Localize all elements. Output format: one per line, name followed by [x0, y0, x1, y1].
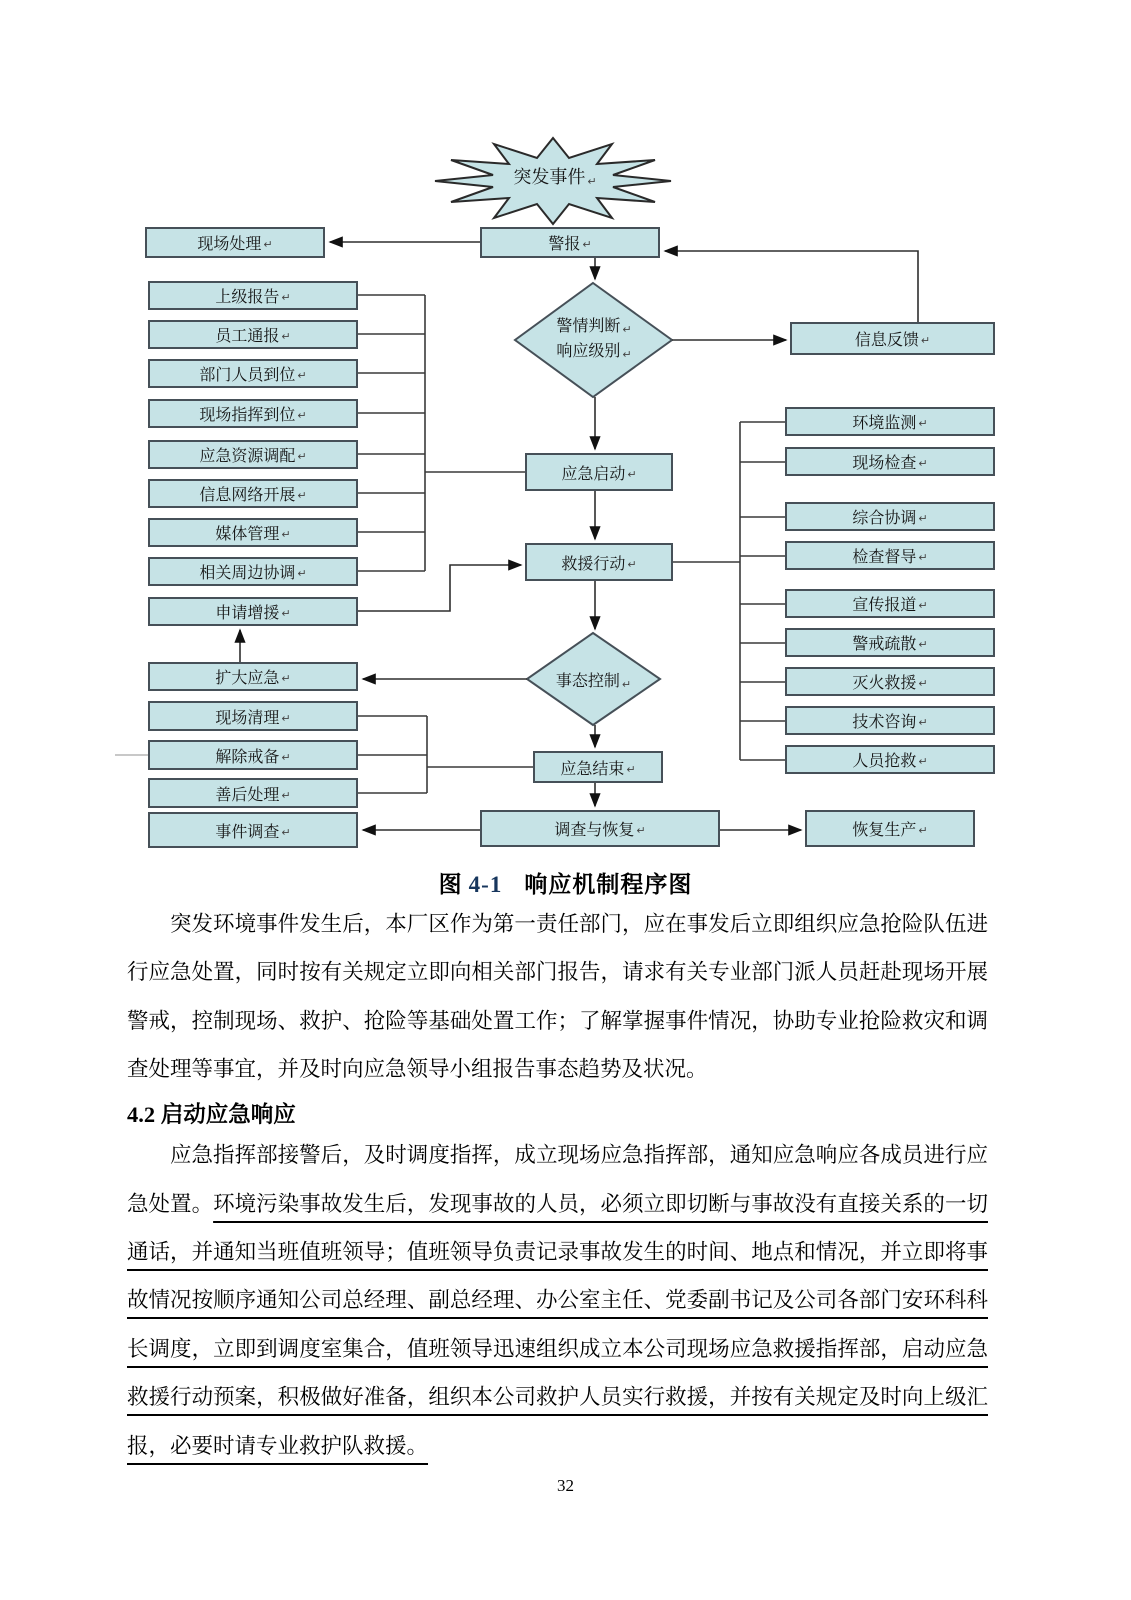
- return-mark: ↵: [918, 552, 928, 564]
- node-info-network: [148, 479, 358, 508]
- node-expand-emergency: [148, 662, 358, 691]
- node-fire-rescue: [785, 667, 995, 696]
- node-resource-alloc: [148, 440, 358, 469]
- return-mark: ↵: [281, 712, 291, 725]
- return-mark: ↵: [297, 451, 307, 463]
- node-label: 宣传报道: [852, 597, 917, 614]
- node-site-inspection: [785, 447, 995, 476]
- diamond-situation-control: [527, 633, 660, 725]
- return-mark: ↵: [918, 513, 928, 525]
- node-alarm: [480, 227, 660, 258]
- node-request-reinforce: [148, 597, 358, 626]
- node-emergency-start: [525, 453, 673, 491]
- section-heading-4-2: 4.2 启动应急响应: [127, 1101, 296, 1127]
- node-label: 应急资源调配: [199, 448, 296, 465]
- node-label: 人员抢救: [852, 753, 917, 770]
- node-label: 现场指挥到位: [199, 407, 296, 424]
- node-comprehensive-coord: [785, 502, 995, 531]
- figure-caption-title: 响应机制程序图: [524, 872, 693, 897]
- node-label: 现场处理: [197, 236, 262, 253]
- paragraph-2: [127, 1131, 988, 1470]
- diamond-judge: [515, 283, 672, 397]
- node-label: 技术咨询: [852, 714, 917, 731]
- node-incident-investigation: [148, 812, 358, 848]
- node-label: 综合协调: [852, 510, 917, 527]
- node-report-superior: [148, 281, 358, 310]
- return-mark: ↵: [281, 673, 291, 685]
- node-env-monitor: [785, 407, 995, 436]
- node-label: 应急结束: [560, 760, 625, 778]
- starburst-shape: [435, 138, 671, 224]
- return-mark: ↵: [918, 418, 928, 430]
- body-text: [127, 900, 988, 1470]
- node-label: 突发事件: [513, 167, 586, 187]
- return-mark: ↵: [626, 763, 636, 776]
- node-label: 申请增援: [215, 605, 280, 622]
- node-label: 信息网络开展: [199, 487, 296, 504]
- node-alert-evacuation: [785, 628, 995, 657]
- figure-caption: [0, 866, 1131, 899]
- node-label: 警报: [548, 236, 581, 253]
- node-rescue-action: [525, 543, 673, 581]
- node-site-command: [148, 399, 358, 428]
- return-mark: ↵: [281, 789, 291, 802]
- return-mark: ↵: [918, 717, 928, 729]
- node-publicity: [785, 589, 995, 618]
- figure-caption-fig: 图: [438, 872, 463, 897]
- figure-caption-number: 4-1: [468, 872, 503, 897]
- node-label: 信息反馈: [854, 332, 919, 349]
- return-mark: ↵: [281, 292, 291, 304]
- return-mark: ↵: [920, 335, 931, 347]
- return-mark: ↵: [622, 324, 632, 336]
- node-label: 相关周边协调: [199, 565, 296, 582]
- return-mark: ↵: [918, 639, 928, 651]
- node-dept-personnel: [148, 359, 358, 388]
- node-onsite-handling: [145, 227, 325, 258]
- node-label: 扩大应急: [215, 670, 280, 687]
- node-emergency-end: [533, 751, 663, 783]
- node-label: 调查与恢复: [554, 822, 635, 839]
- return-mark: ↵: [918, 756, 928, 768]
- return-mark: ↵: [918, 825, 928, 837]
- page-number: 32: [557, 1476, 574, 1495]
- return-mark: ↵: [281, 331, 291, 343]
- node-media-mgmt: [148, 518, 358, 547]
- node-label: 恢复生产: [852, 822, 917, 839]
- node-recover-production: [805, 810, 975, 847]
- return-mark: ↵: [281, 529, 291, 541]
- node-site-cleanup: [148, 701, 358, 731]
- return-mark: ↵: [918, 678, 928, 690]
- node-label: 响应级别: [556, 343, 621, 360]
- node-label: 事态控制: [555, 672, 620, 690]
- return-mark: ↵: [281, 826, 291, 839]
- return-mark: ↵: [918, 458, 928, 470]
- node-aftermath: [148, 778, 358, 808]
- node-label: 检查督导: [852, 549, 917, 566]
- node-label: 员工通报: [215, 328, 280, 345]
- node-investigate-recover: [480, 810, 720, 847]
- return-mark: ↵: [582, 239, 592, 251]
- node-label: 现场检查: [852, 455, 917, 472]
- node-label: 事件调查: [215, 823, 280, 841]
- node-label: 媒体管理: [215, 526, 280, 543]
- node-label: 上级报告: [215, 289, 280, 306]
- return-mark: ↵: [281, 751, 291, 764]
- return-mark: ↵: [636, 825, 646, 837]
- return-mark: ↵: [622, 349, 632, 361]
- return-mark: ↵: [297, 568, 307, 580]
- node-label: 现场清理: [215, 709, 280, 727]
- return-mark: ↵: [627, 558, 637, 571]
- return-mark: ↵: [281, 608, 291, 620]
- return-mark: ↵: [297, 370, 307, 382]
- node-surrounding-coord: [148, 557, 358, 586]
- node-info-feedback: [790, 322, 995, 355]
- node-tech-consult: [785, 706, 995, 735]
- node-label: 环境监测: [852, 415, 917, 432]
- paragraph-2-normal: 应急指挥部接警后，及时调度指挥，成立现场应急指挥部，通知应急响应各成员进行应急处置。: [127, 1143, 988, 1216]
- node-label: 警情判断: [556, 318, 621, 335]
- node-personnel-rescue: [785, 745, 995, 774]
- node-label: 应急启动: [561, 465, 626, 483]
- node-inspection-supervision: [785, 541, 995, 570]
- return-mark: ↵: [587, 176, 597, 188]
- node-label: 解除戒备: [215, 748, 280, 766]
- paragraph-1: 突发环境事件发生后，本厂区作为第一责任部门，应在事发后立即组织应急抢险队伍进行应急处置，同时按有关规定立即向相关部门报告，请求有关专业部门派人员赶赴现场开展警戒，控制现场、救护、抢险等基础处置工作；了解掌握事件情况，协助专业抢险救灾和调查处理等事宜，并及时向应急领导小组报告事态趋势及状况。: [127, 912, 988, 1082]
- node-staff-notify: [148, 320, 358, 349]
- node-label: 部门人员到位: [199, 367, 296, 384]
- node-lift-alert: [148, 740, 358, 770]
- return-mark: ↵: [627, 468, 637, 481]
- node-label: 灭火救援: [852, 675, 917, 692]
- return-mark: ↵: [918, 600, 928, 612]
- return-mark: ↵: [621, 678, 632, 691]
- node-label: 救援行动: [561, 555, 626, 573]
- node-label: 警戒疏散: [852, 636, 917, 653]
- paragraph-2-underlined: 环境污染事故发生后，发现事故的人员，必须立即切断与事故没有直接关系的一切通话，并通知当班值班领导；值班领导负责记录事故发生的时间、地点和情况，并立即将事故情况按顺序通知公司总经理、副总经理、办公室主任、党委副书记及公司各部门安环科科长调度，立即到调度室集合，值班领导迅速组织成立本公司现场应急救援指挥部，启动应急救援行动预案，积极做好准备，组织本公司救护人员实行救援，并按有关规定及时向上级汇报，必要时请专业救护队救援。: [127, 1191, 988, 1458]
- return-mark: ↵: [297, 490, 307, 502]
- node-label: 善后处理: [215, 786, 280, 804]
- return-mark: ↵: [263, 239, 273, 251]
- return-mark: ↵: [297, 410, 307, 422]
